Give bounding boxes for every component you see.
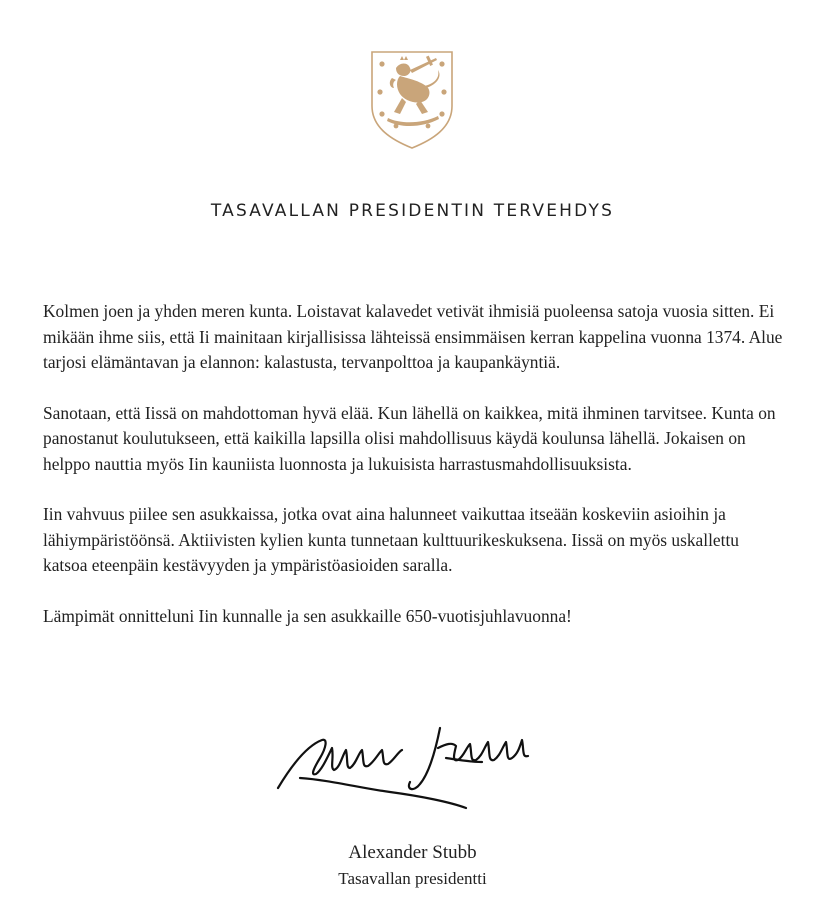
letter-body (43, 299, 783, 654)
paragraph-2: Sanotaan, että Iissä on mahdottoman hyvä elää. Kun lähellä on kaikkea, mitä ihminen tarvitsee. Kunta on panostanut koulutukseen, että kaikilla lapsilla olisi mahdollisuus käydä koulunsa lähellä. Jokaisen on helppo nauttia myös Iin kauniista luonnosta ja lukuisista harrastusmahdollisuuksista. (43, 402, 776, 474)
paragraph-3: Iin vahvuus piilee sen asukkaissa, jotka ovat aina halunneet vaikuttaa itseään koskeviin asioihin ja lähiympäristöönsä. Aktiivisten kylien kunta tunnetaan kulttuurikeskuksena. Iissä on myös uskallettu katsoa eteenpäin kestävyyden ja ympäristöasioiden saralla. (43, 504, 740, 575)
signer-name: Alexander Stubb (348, 842, 477, 863)
paragraph-4: Lämpimät onnitteluni Iin kunnalle ja sen asukkaille 650-vuotisjuhlavuonna! (43, 605, 572, 626)
signer-title: Tasavallan presidentti (338, 869, 487, 888)
handwritten-signature (270, 718, 550, 818)
letter-heading: TASAVALLAN PRESIDENTIN TERVEHDYS (210, 201, 615, 221)
coat-of-arms-lion-icon (366, 48, 458, 151)
paragraph-1: Kolmen joen ja yhden meren kunta. Loistavat kalavedet vetivät ihmisiä puoleensa satoja vuosia sitten. Ei mikään ihme siis, että Ii mainitaan kirjallisissa lähteissä ensimmäisen kerran kappelina vuonna 1374. Alue tarjosi elämäntavan ja elannon: kalastusta, tervanpolttoa ja kaupankäyntiä. (43, 301, 783, 372)
